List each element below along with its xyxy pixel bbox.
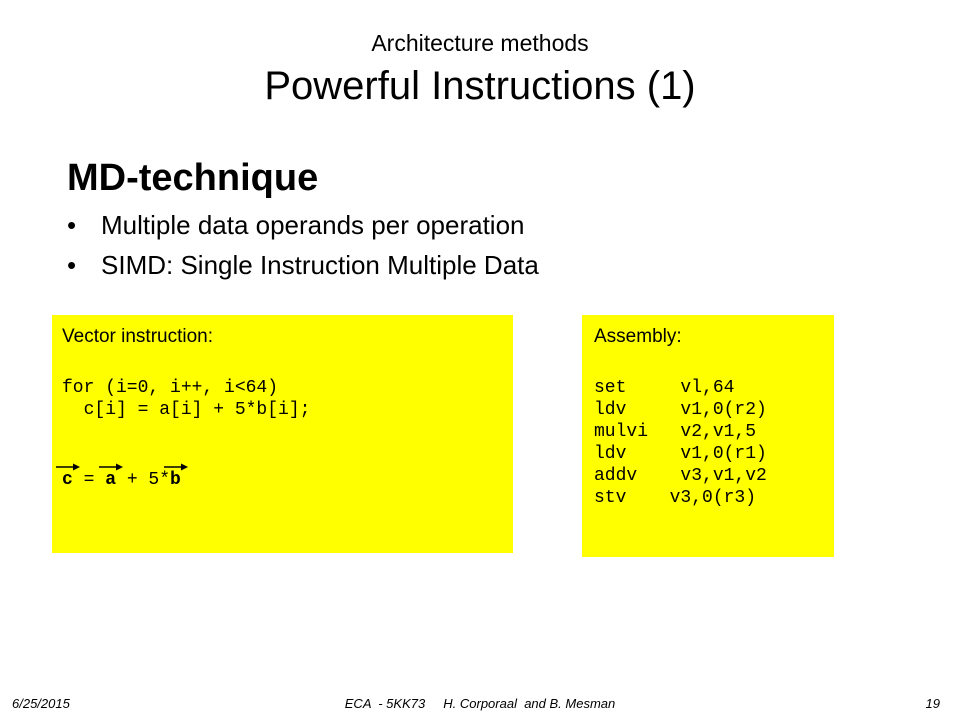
vector-a-label: a [105, 470, 117, 490]
vector-b-label: b [170, 470, 181, 490]
assembly-line: addv v3,v1,v2 [594, 466, 767, 486]
vector-arrow-icon [164, 463, 188, 471]
vector-box-label: Vector instruction: [62, 326, 214, 347]
vector-b [170, 469, 181, 491]
bullet-text: SIMD: Single Instruction Multiple Data [101, 250, 539, 280]
vector-c [62, 469, 73, 491]
bullet-dot-icon: • [67, 210, 77, 240]
slide-subtitle: Architecture methods [371, 30, 589, 56]
bullet-list [67, 205, 539, 285]
bullet-dot-icon: • [67, 250, 77, 280]
bullet-text: Multiple data operands per operation [101, 210, 525, 240]
vector-expression [62, 469, 181, 491]
vector-eq: = [72, 470, 106, 490]
vector-rest: + 5* [116, 470, 171, 490]
slide-title: Powerful Instructions (1) [264, 64, 696, 108]
bullet-item [67, 245, 539, 285]
assembly-box [582, 315, 834, 557]
footer-date: 6/25/2015 [12, 696, 70, 711]
vector-c-label: c [62, 470, 73, 490]
vector-code [62, 377, 310, 421]
assembly-line: set vl,64 [594, 378, 735, 398]
code-line: for (i=0, i++, i<64) [62, 378, 279, 398]
code-line: c[i] = a[i] + 5*b[i]; [62, 400, 311, 420]
section-heading: MD-technique [67, 157, 319, 199]
vector-arrow-icon [56, 463, 80, 471]
footer-course: ECA - 5KK73 H. Corporaal and B. Mesman [344, 696, 616, 711]
assembly-line: ldv v1,0(r1) [594, 444, 767, 464]
vector-arrow-icon [99, 463, 123, 471]
assembly-box-label: Assembly: [594, 326, 682, 347]
vector-instruction-box [52, 315, 513, 553]
vector-a [105, 469, 116, 491]
assembly-line: ldv v1,0(r2) [594, 400, 767, 420]
assembly-code [594, 377, 767, 509]
footer-page-number: 19 [925, 696, 940, 711]
assembly-line: stv v3,0(r3) [594, 488, 757, 508]
assembly-line: mulvi v2,v1,5 [594, 422, 757, 442]
bullet-item [67, 205, 539, 245]
